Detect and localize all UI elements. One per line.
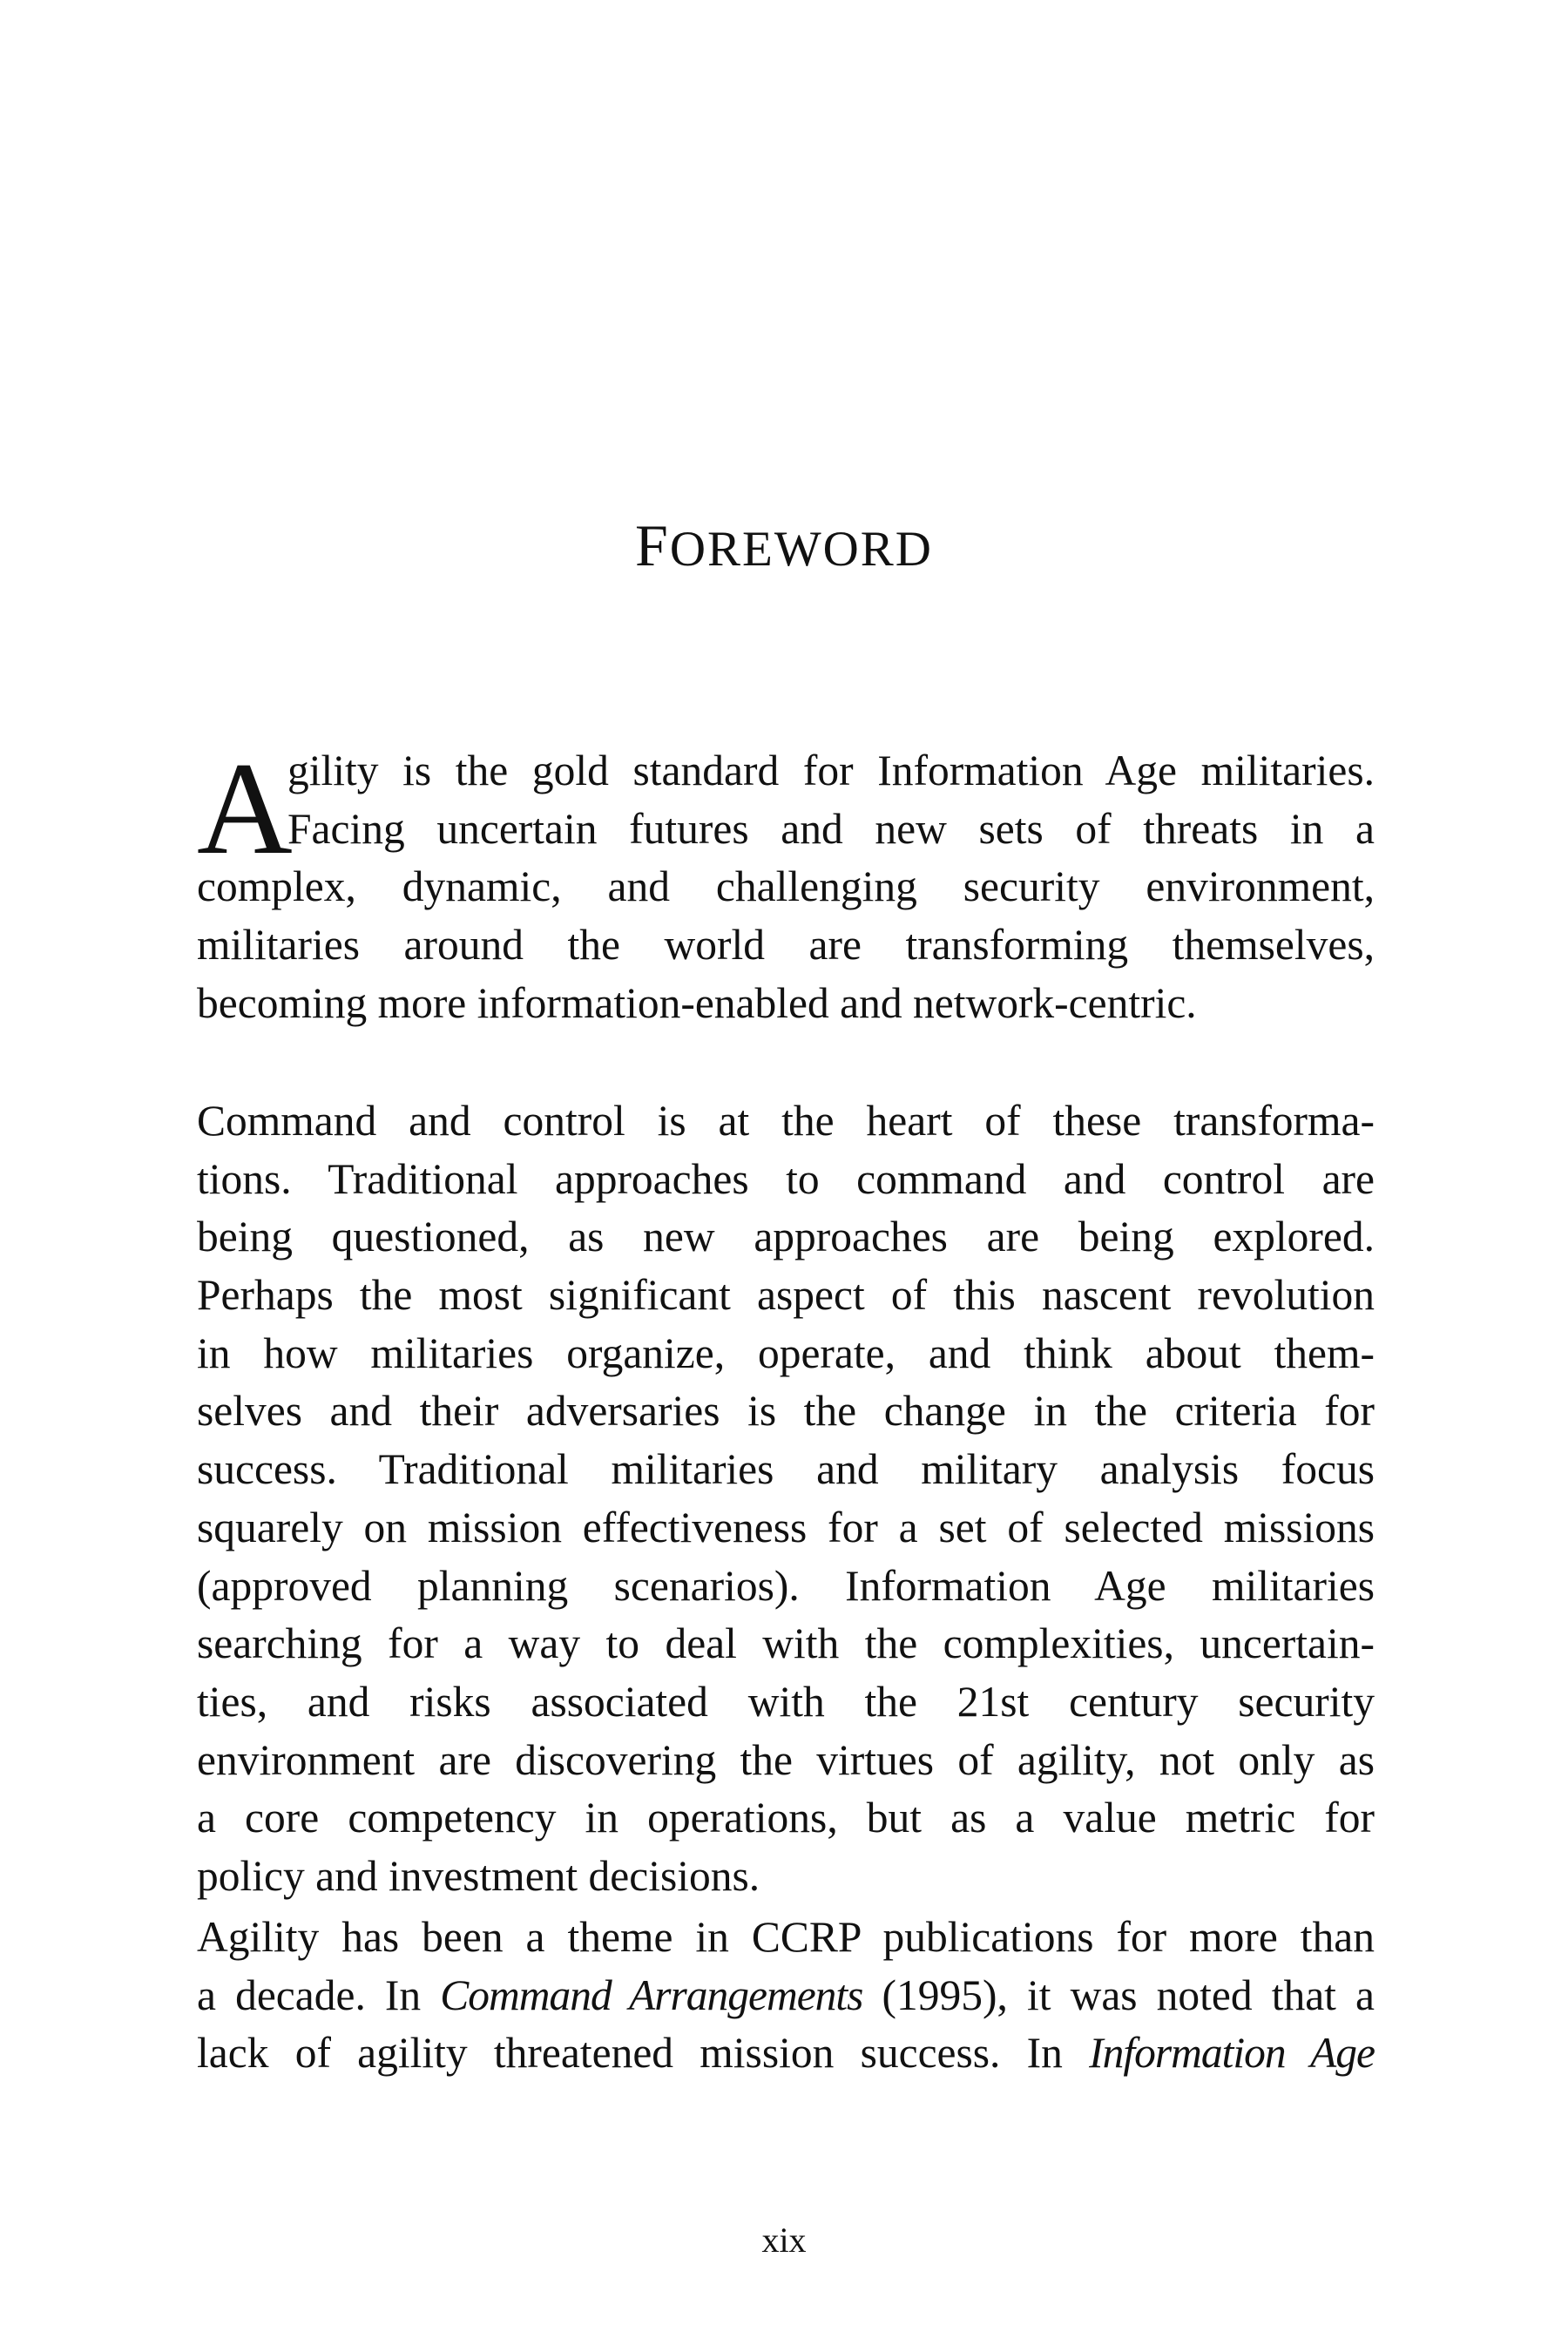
page-number: xix [761,2220,807,2260]
text-line: in how militaries organize, operate, and think about them- [197,1328,1375,1377]
text-line: Facing uncertain futures and new sets of threats in a [287,804,1375,853]
text-line: ties, and risks associated with the 21st century security [197,1677,1375,1726]
text-line [197,1967,1375,2025]
text-line: militaries around the world are transforming themselves, [197,921,1375,970]
paragraph-3 [197,1909,1375,2083]
text-line: becoming more information-enabled and network-centric. [197,978,1197,1027]
text-line: selves and their adversaries is the change in the criteria for [197,1387,1375,1436]
text-line: squarely on mission effectiveness for a set of selected missions [197,1503,1375,1551]
text-segment: a decade. In [197,1970,422,2019]
text-line: (approved planning scenarios). Information Age militaries [197,1561,1375,1610]
drop-cap: A [197,735,293,882]
book-title: Information Age [1089,2029,1375,2078]
text-line: searching for a way to deal with the complexities, uncertain- [197,1619,1375,1668]
text-segment: lack of agility threatened mission success. In [197,2029,1063,2078]
text-line: environment are discovering the virtues of agility, not only as [197,1735,1375,1784]
text-line: Agility has been a theme in CCRP publications for more than [197,1913,1375,1961]
text-line: tions. Traditional approaches to command and control are [197,1154,1375,1203]
text-segment: (1995), it was noted that a [882,1970,1375,2019]
title-initial: F [635,512,670,578]
paragraph-1 [197,735,1375,1032]
text-line: Perhaps the most significant aspect of this nascent revolution [197,1271,1375,1320]
text-line: success. Traditional militaries and military analysis focus [197,1445,1375,1494]
title-rest: OREWORD [669,522,933,577]
text-line: Command and control is at the heart of these transforma- [197,1097,1375,1145]
page-title [0,512,1568,578]
text-line: complex, dynamic, and challenging security environment, [197,862,1375,911]
text-line: being questioned, as new approaches are being explored. [197,1213,1375,1261]
text-line: gility is the gold standard for Information Age militaries. [287,747,1375,794]
text-line: policy and investment decisions. [197,1851,760,1900]
text-line: a core competency in operations, but as a value metric for [197,1794,1375,1842]
paragraph-2 [197,1092,1375,1906]
book-title: Command Arrangements [440,1970,863,2019]
text-line [197,2024,1375,2083]
